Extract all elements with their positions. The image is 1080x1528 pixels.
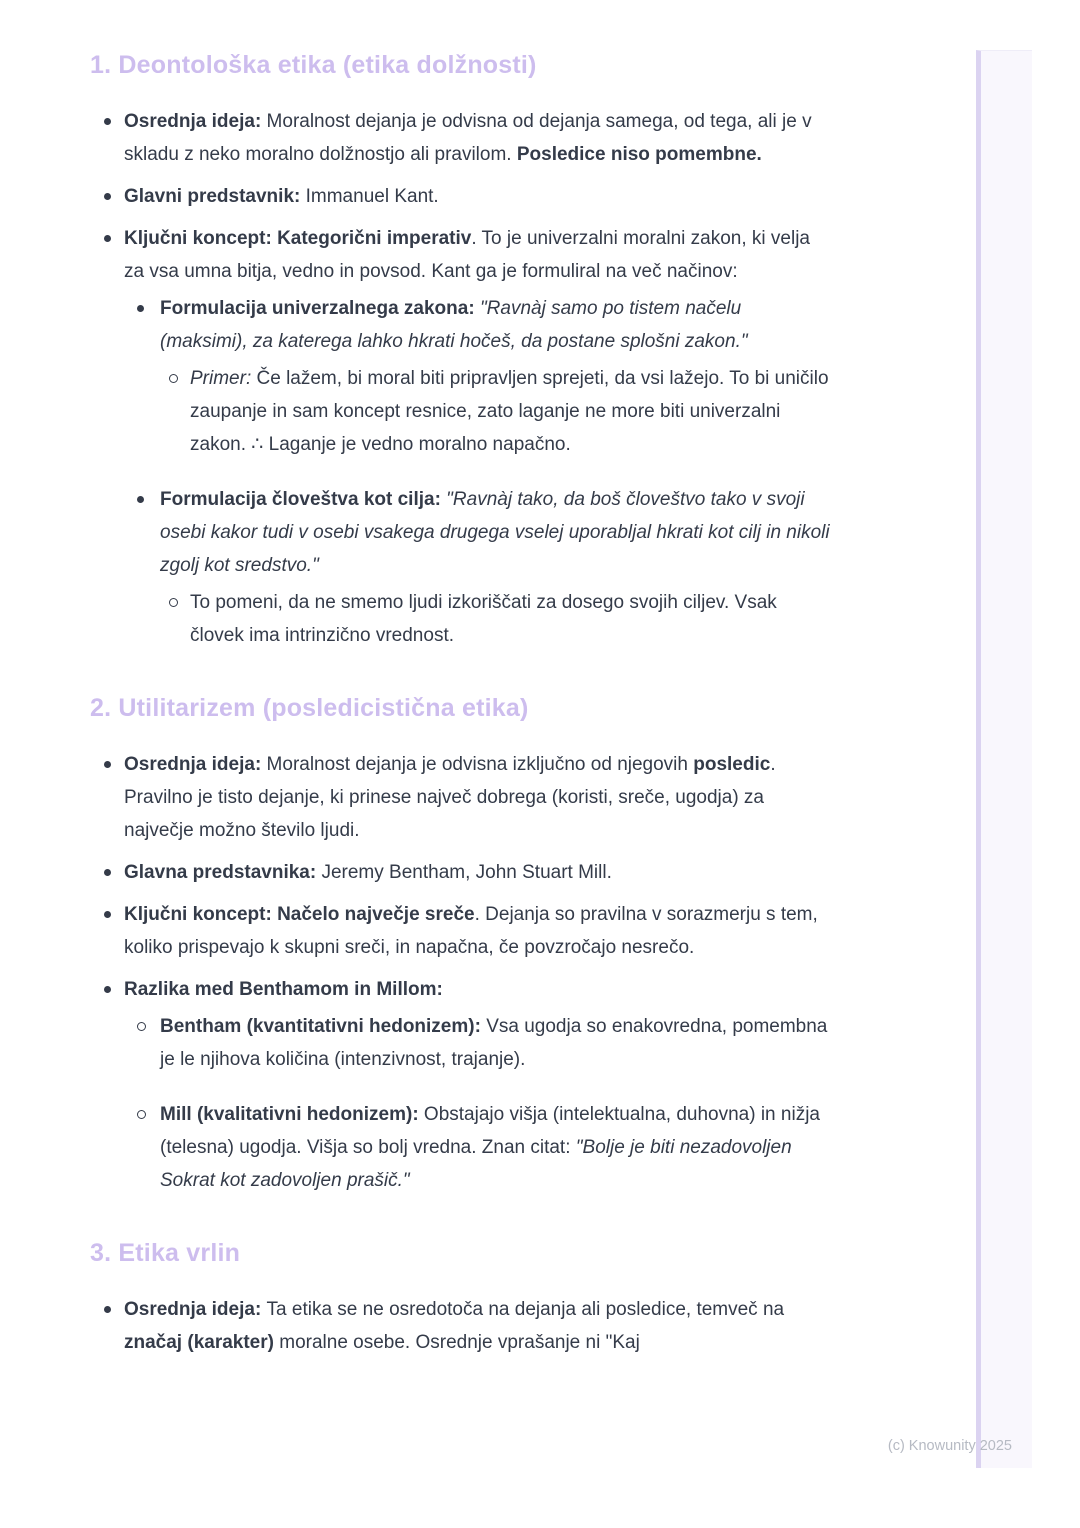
text-segment: . Pravilno je tisto dejanje, ki prinese največ dobrega (koristi, sreče, ugodja) za največje možno število ljudi. bbox=[124, 754, 776, 841]
text-segment: Ta etika se ne osredotoča na dejanja ali posledice, temveč na bbox=[266, 1299, 785, 1320]
text-segment: . Dejanja so pravilna v sorazmerju s tem, koliko prispevajo k skupni sreči, in napačna, če povzročajo nesrečo. bbox=[124, 904, 818, 958]
bullet-disc-icon bbox=[104, 761, 111, 768]
list-item bbox=[90, 180, 832, 213]
text-segment: Formulacija človeštva kot cilja: bbox=[160, 489, 447, 510]
list-item bbox=[90, 483, 832, 582]
bullet-disc-icon bbox=[104, 869, 111, 876]
list-item bbox=[90, 222, 832, 288]
text-segment: To pomeni, da ne smemo ljudi izkoriščati za dosego svojih ciljev. Vsak človek ima intrinzično vrednost. bbox=[190, 592, 777, 646]
list-item bbox=[90, 898, 832, 964]
text-segment: Jeremy Bentham, John Stuart Mill. bbox=[321, 862, 612, 883]
page-edge-strip bbox=[976, 50, 1032, 1468]
list-item bbox=[90, 105, 832, 171]
text-segment: Immanuel Kant. bbox=[305, 186, 439, 207]
bullet-disc-icon bbox=[137, 496, 144, 503]
bullet-circle-icon bbox=[137, 1022, 146, 1031]
section-heading: 1. Deontološka etika (etika dolžnosti) bbox=[90, 51, 537, 79]
bullet-disc-icon bbox=[137, 305, 144, 312]
text-segment: Mill (kvalitativni hedonizem): bbox=[160, 1104, 424, 1125]
copyright-note: (c) Knowunity 2025 bbox=[887, 1438, 1012, 1454]
text-segment: Glavni predstavnik: bbox=[124, 186, 306, 207]
text-segment: posledic bbox=[693, 754, 771, 775]
bullet-disc-icon bbox=[104, 986, 111, 993]
text-segment: Primer: bbox=[190, 368, 252, 389]
text-segment: moralne osebe. Osrednje vprašanje ni "Kaj bbox=[273, 1332, 640, 1353]
text-segment: Glavna predstavnika: bbox=[124, 862, 322, 883]
text-segment: značaj (karakter) bbox=[124, 1332, 274, 1353]
text-segment: Vsa ugodja so enakovredna, pomembna je le njihova količina (intenzivnost, trajanje). bbox=[160, 1016, 828, 1070]
bullet-circle-icon bbox=[169, 374, 178, 383]
document-content bbox=[90, 49, 832, 1359]
bullet-disc-icon bbox=[104, 235, 111, 242]
list-item bbox=[90, 973, 832, 1006]
list-item bbox=[90, 856, 832, 889]
text-segment: Razlika med Benthamom in Millom: bbox=[124, 979, 443, 1000]
bullet-circle-icon bbox=[137, 1110, 146, 1119]
bullet-circle-icon bbox=[169, 598, 178, 607]
list-item bbox=[90, 362, 832, 461]
text-segment: . To je univerzalni moralni zakon, ki velja za vsa umna bitja, vedno in povsod. Kant ga je formuliral na več načinov: bbox=[124, 228, 810, 282]
text-segment: Ključni koncept: Kategorični imperativ bbox=[124, 228, 472, 249]
text-segment: "Ravnàj samo po tistem načelu (maksimi), za katerega lahko hkrati hočeš, da postane splošni zakon." bbox=[160, 298, 748, 352]
text-segment: Ključni koncept: Načelo največje sreče bbox=[124, 904, 475, 925]
section-heading: 3. Etika vrlin bbox=[90, 1239, 241, 1267]
bullet-disc-icon bbox=[104, 118, 111, 125]
text-segment: Moralnost dejanja je odvisna izključno od njegovih bbox=[266, 754, 694, 775]
text-segment: Obstajajo višja (intelektualna, duhovna) in nižja (telesna) ugodja. Višja so bolj vredna. Znan citat: bbox=[160, 1104, 820, 1158]
text-segment: Posledice niso pomembne. bbox=[516, 144, 762, 165]
text-segment: Če lažem, bi moral biti pripravljen sprejeti, da vsi lažejo. To bi uničilo zaupanje in sam koncept resnice, zato laganje ne more biti univerzalni zakon. ∴ Laganje je vedno moralno napačno. bbox=[190, 368, 829, 455]
text-segment: Osrednja ideja: bbox=[124, 754, 267, 775]
list-item bbox=[90, 1010, 832, 1076]
list-item bbox=[90, 1098, 832, 1197]
text-segment: Moralnost dejanja je odvisna od dejanja samega, od tega, ali je v skladu z neko moralno dolžnostjo ali pravilom. bbox=[124, 111, 812, 165]
list-item bbox=[90, 586, 832, 652]
bullet-disc-icon bbox=[104, 911, 111, 918]
text-segment: "Ravnàj tako, da boš človeštvo tako v svoji osebi kakor tudi v osebi vsakega drugega vselej uporabljal hkrati kot cilj in nikoli zgolj kot sredstvo." bbox=[160, 489, 830, 576]
text-segment: Bentham (kvantitativni hedonizem): bbox=[160, 1016, 487, 1037]
list-item bbox=[90, 1293, 832, 1359]
list-item bbox=[90, 292, 832, 358]
bullet-disc-icon bbox=[104, 1306, 111, 1313]
list-item bbox=[90, 748, 832, 847]
text-segment: Osrednja ideja: bbox=[124, 1299, 267, 1320]
text-segment: "Bolje je biti nezadovoljen Sokrat kot zadovoljen prašič." bbox=[160, 1137, 792, 1191]
text-segment: Formulacija univerzalnega zakona: bbox=[160, 298, 480, 319]
text-segment: Osrednja ideja: bbox=[124, 111, 267, 132]
bullet-disc-icon bbox=[104, 193, 111, 200]
section-heading: 2. Utilitarizem (posledicistična etika) bbox=[90, 694, 529, 722]
